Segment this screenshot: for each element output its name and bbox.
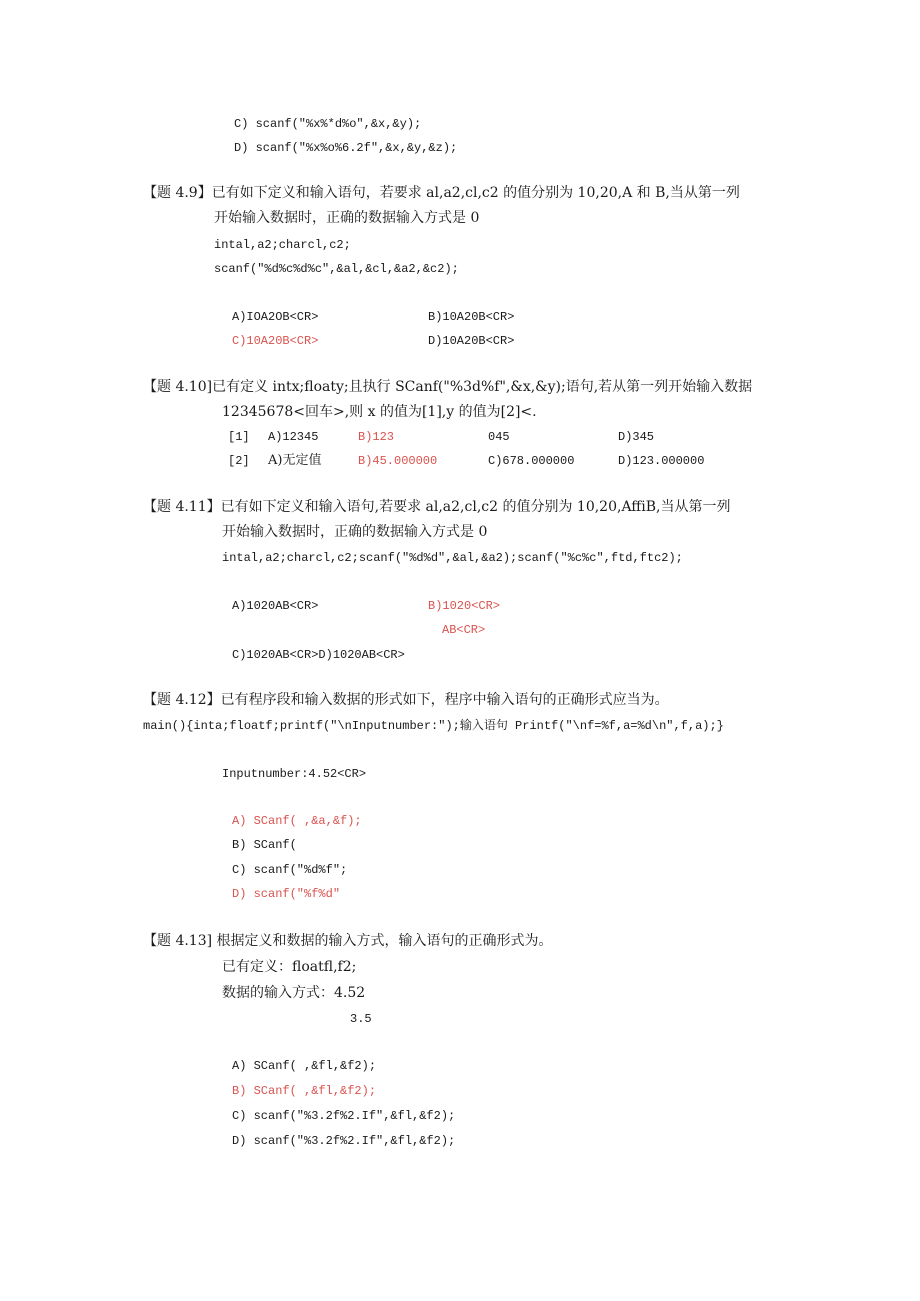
text-line: Inputnumber:4.52<CR> bbox=[222, 767, 367, 781]
text-line: C)678.000000 bbox=[488, 454, 575, 468]
text-line: 数据的输入方式：4.52 bbox=[222, 985, 366, 1001]
text-line: A)1020AB<CR> bbox=[232, 599, 319, 613]
text-line: C) scanf("%3.2f%2.If",&fl,&f2); bbox=[232, 1109, 456, 1123]
text-line: D)123.000000 bbox=[618, 454, 705, 468]
text-line: 【题 4.10]已有定义 intx;floaty;且执行 SCanf("%3d%f",&x,&y);语句,若从第一列开始输入数据 bbox=[143, 379, 753, 395]
text-line: B)10A20B<CR> bbox=[428, 310, 515, 324]
text-line: A)IOA2OB<CR> bbox=[232, 310, 319, 324]
text-line: 已有定义：floatfl,f2; bbox=[222, 959, 357, 975]
text-line: C)1020AB<CR>D)1020AB<CR> bbox=[232, 648, 405, 662]
text-line: 045 bbox=[488, 430, 510, 444]
text-line: A) SCanf( ,&fl,&f2); bbox=[232, 1059, 377, 1073]
text-line: A)12345 bbox=[268, 430, 319, 444]
text-line: B)45.000000 bbox=[358, 454, 438, 468]
text-line: main(){inta;floatf;printf("\nInputnumber:");输入语句 Printf("\nf=%f,a=%d\n",f,a);} bbox=[143, 719, 724, 733]
text-line: A)无定值 bbox=[268, 453, 322, 468]
text-line: [2] bbox=[228, 454, 250, 468]
text-line: B)123 bbox=[358, 430, 395, 444]
text-line: 开始输入数据时，正确的数据输入方式是 0 bbox=[214, 210, 480, 226]
text-line: B) SCanf( ,&fl,&f2); bbox=[232, 1084, 377, 1098]
text-line: 【题 4.11】已有如下定义和输入语句,若要求 al,a2,cl,c2 的值分别为 10,20,AffiB,当从第一列 bbox=[143, 499, 731, 515]
text-line: 【题 4.9】已有如下定义和输入语句，若要求 al,a2,cl,c2 的值分别为 10,20,A 和 B,当从第一列 bbox=[143, 185, 740, 201]
text-line: 【题 4.13] 根据定义和数据的输入方式，输入语句的正确形式为。 bbox=[143, 933, 553, 949]
text-line: 3.5 bbox=[350, 1012, 372, 1026]
text-line: AB<CR> bbox=[442, 623, 486, 637]
text-line: D) scanf("%x%o%6.2f",&x,&y,&z); bbox=[234, 141, 458, 155]
text-line: intal,a2;charcl,c2; bbox=[214, 238, 351, 252]
text-line: D)345 bbox=[618, 430, 655, 444]
text-line: C) scanf("%x%*d%o",&x,&y); bbox=[234, 117, 422, 131]
text-line: D)10A20B<CR> bbox=[428, 334, 515, 348]
text-line: [1] bbox=[228, 430, 250, 444]
text-line: B)1020<CR> bbox=[428, 599, 501, 613]
text-line: A) SCanf( ,&a,&f); bbox=[232, 814, 362, 828]
text-line: D) scanf("%3.2f%2.If",&fl,&f2); bbox=[232, 1134, 456, 1148]
text-line: 【题 4.12】已有程序段和输入数据的形式如下，程序中输入语句的正确形式应当为。 bbox=[143, 692, 669, 708]
text-line: scanf("%d%c%d%c",&al,&cl,&a2,&c2); bbox=[214, 262, 459, 276]
text-line: C)10A20B<CR> bbox=[232, 334, 319, 348]
text-line: 开始输入数据时，正确的数据输入方式是 0 bbox=[222, 524, 488, 540]
text-line: B) SCanf( bbox=[232, 838, 297, 852]
text-line: C) scanf("%d%f"; bbox=[232, 863, 348, 877]
text-line: intal,a2;charcl,c2;scanf("%d%d",&al,&a2);scanf("%c%c",ftd,ftc2); bbox=[222, 551, 683, 565]
text-line: D) scanf("%f%d" bbox=[232, 887, 341, 901]
text-line: 12345678<回车>,则 x 的值为[1],y 的值为[2]<. bbox=[222, 404, 537, 420]
